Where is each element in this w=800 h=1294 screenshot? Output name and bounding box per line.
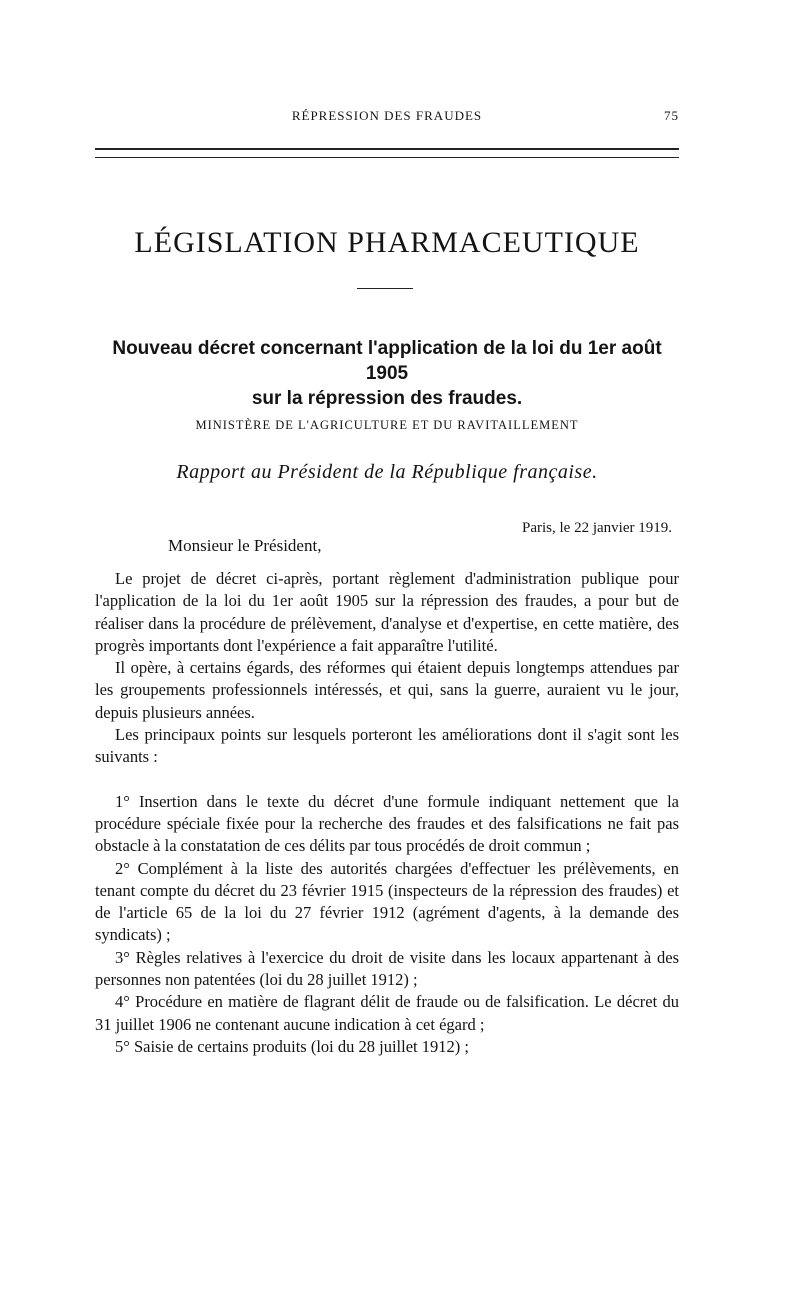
- page-number: 75: [664, 108, 679, 123]
- body-text: [95, 568, 679, 1058]
- running-header: [95, 108, 679, 130]
- report-title: Rapport au Président de la République française.: [176, 461, 598, 483]
- running-title: RÉPRESSION DES FRAUDES: [291, 108, 483, 123]
- subtitle-line-2: sur la répression des fraudes.: [251, 388, 523, 409]
- paragraph: Le projet de décret ci-après, portant règlement d'administration publique pour l'application de la loi du 1er août 1905 sur la répression des fraudes, a pour but de réaliser dans la procédure de prélèvement, d'analyse et d'expertise, en cette matière, des progrès importants dont l'expérience a fait apparaître l'utilité.: [95, 569, 679, 655]
- title-short-rule: [357, 288, 413, 289]
- dateline: Paris, le 22 janvier 1919.: [522, 520, 672, 536]
- decree-subtitle: [95, 336, 679, 411]
- list-item: 2° Complément à la liste des autorités chargées d'effectuer les prélèvements, en tenant compte du décret du 23 février 1915 (inspecteurs de la répression des fraudes) et de l'article 65 de la loi du 27 février 1912 (agrément d'agents, à la demande des syndicats) ;: [95, 858, 679, 945]
- list-item: 5° Saisie de certains produits (loi du 28 juillet 1912) ;: [115, 1036, 469, 1056]
- header-double-rule: [95, 148, 679, 158]
- salutation: Monsieur le Président,: [168, 536, 322, 555]
- paragraph: Il opère, à certains égards, des réformes qui étaient depuis longtemps attendues par les groupements professionnels intéressés, et qui, sans la guerre, auraient vu le jour, depuis plusieurs années.: [95, 658, 679, 722]
- ministry-heading: MINISTÈRE DE L'AGRICULTURE ET DU RAVITAILLEMENT: [195, 418, 579, 432]
- list-item: 1° Insertion dans le texte du décret d'une formule indiquant nettement que la procédure spéciale fixée pour la recherche des fraudes et des falsifications ne fait pas obstacle à la constatation de ces délits par tous procédés de droit commun ;: [95, 791, 679, 856]
- subtitle-line-1: Nouveau décret concernant l'application de la loi du 1er août 1905: [112, 338, 662, 384]
- paragraph: Les principaux points sur lesquels porteront les améliorations dont il s'agit sont les suivants :: [95, 725, 679, 767]
- main-title: LÉGISLATION PHARMACEUTIQUE: [134, 226, 640, 259]
- list-item: 4° Procédure en matière de flagrant délit de fraude ou de falsification. Le décret du 31 juillet 1906 ne contenant aucune indication à cet égard ;: [95, 992, 679, 1034]
- list-item: 3° Règles relatives à l'exercice du droit de visite dans les locaux appartenant à des personnes non patentées (loi du 28 juillet 1912) ;: [95, 947, 679, 990]
